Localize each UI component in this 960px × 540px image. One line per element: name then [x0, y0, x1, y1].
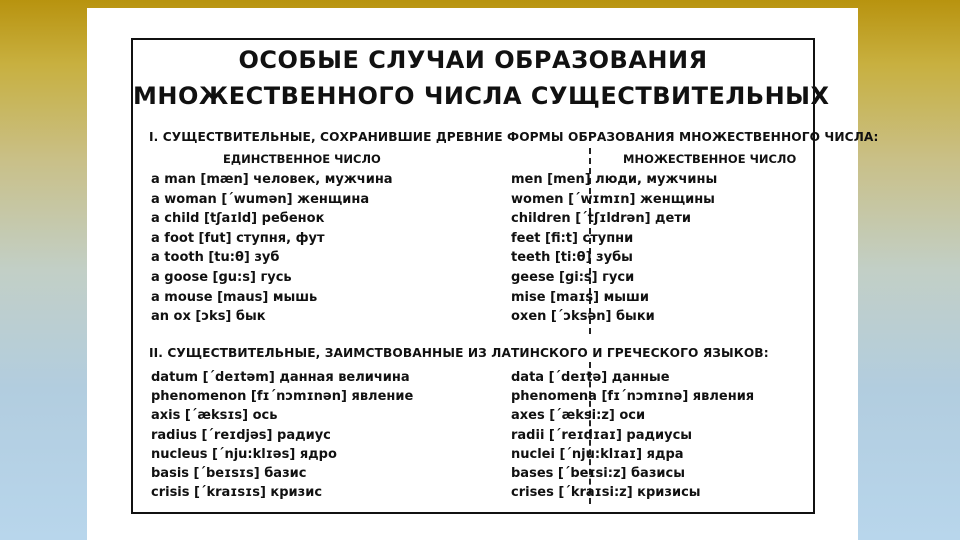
list-item: men [men] люди, мужчины — [511, 172, 718, 187]
section2-header: II. СУЩЕСТВИТЕЛЬНЫЕ, ЗАИМСТВОВАННЫЕ ИЗ ЛАТИНСКОГО И ГРЕЧЕСКОГО ЯЗЫКОВ: — [149, 346, 769, 360]
list-item: phenomena [fɪ´nɔmɪnə] явления — [511, 389, 755, 405]
list-item: geese [gi:s] гуси — [511, 269, 635, 285]
list-item: women [´wɪmɪn] женщины — [511, 191, 715, 207]
table-title-line1: ОСОБЫЕ СЛУЧАИ ОБРАЗОВАНИЯ — [238, 46, 708, 74]
list-item: mise [maɪs] мыши — [511, 289, 649, 305]
list-item: oxen [´ɔksən] быки — [511, 309, 655, 325]
list-item: feet [fi:t] ступни — [511, 230, 634, 246]
list-item: radii [´reɪdɪaɪ] радиусы — [511, 427, 693, 443]
list-item: an ox [ɔks] бык — [151, 309, 266, 325]
section2-plural-list — [511, 368, 754, 502]
section2-singular-list — [151, 368, 413, 502]
section1-plural-list — [511, 170, 717, 327]
section1-header: I. СУЩЕСТВИТЕЛЬНЫЕ, СОХРАНИВШИЕ ДРЕВНИЕ ФОРМЫ ОБРАЗОВАНИЯ МНОЖЕСТВЕННОГО ЧИСЛА: — [149, 130, 879, 144]
table-title-line2: МНОЖЕСТВЕННОГО ЧИСЛА СУЩЕСТВИТЕЛЬНЫХ — [133, 82, 830, 110]
list-item: data [´deɪtə] данные — [511, 370, 670, 385]
list-item: phenomenon [fɪ´nɔmɪnən] явление — [151, 389, 414, 405]
list-item: a woman [´wumən] женщина — [151, 191, 370, 207]
list-item: axes [´æksi:z] оси — [511, 408, 646, 424]
list-item: a foot [fut] ступня, фут — [151, 230, 325, 246]
list-item: nuclei [´nju:klɪaɪ] ядра — [511, 446, 684, 462]
list-item: children [´tʃɪldrən] дети — [511, 211, 692, 227]
list-item: a child [tʃaɪld] ребенок — [151, 211, 325, 227]
singular-column-header: ЕДИНСТВЕННОЕ ЧИСЛО — [223, 152, 381, 166]
list-item: datum [´deɪtəm] данная величина — [151, 370, 410, 385]
plural-nouns-table — [131, 38, 879, 514]
list-item: teeth [ti:θ] зубы — [511, 250, 633, 266]
list-item: crises [´kraɪsi:z] кризисы — [511, 485, 701, 501]
list-item: a tooth [tu:θ] зуб — [151, 250, 280, 266]
list-item: a goose [gu:s] гусь — [151, 269, 292, 285]
list-item: axis [´æksɪs] ось — [151, 408, 278, 424]
list-item: crisis [´kraɪsɪs] кризис — [151, 485, 323, 501]
list-item: basis [´beɪsɪs] базис — [151, 465, 307, 481]
list-item: bases [´beɪsi:z] базисы — [511, 465, 685, 481]
section1-singular-list — [151, 170, 393, 327]
list-item: a mouse [maus] мышь — [151, 289, 318, 305]
list-item: nucleus [´nju:klɪəs] ядро — [151, 446, 337, 462]
slide-canvas — [87, 8, 879, 540]
list-item: radius [´reɪdjəs] радиус — [151, 427, 331, 443]
plural-column-header: МНОЖЕСТВЕННОЕ ЧИСЛО — [623, 152, 797, 166]
list-item: a man [mæn] человек, мужчина — [151, 172, 393, 187]
